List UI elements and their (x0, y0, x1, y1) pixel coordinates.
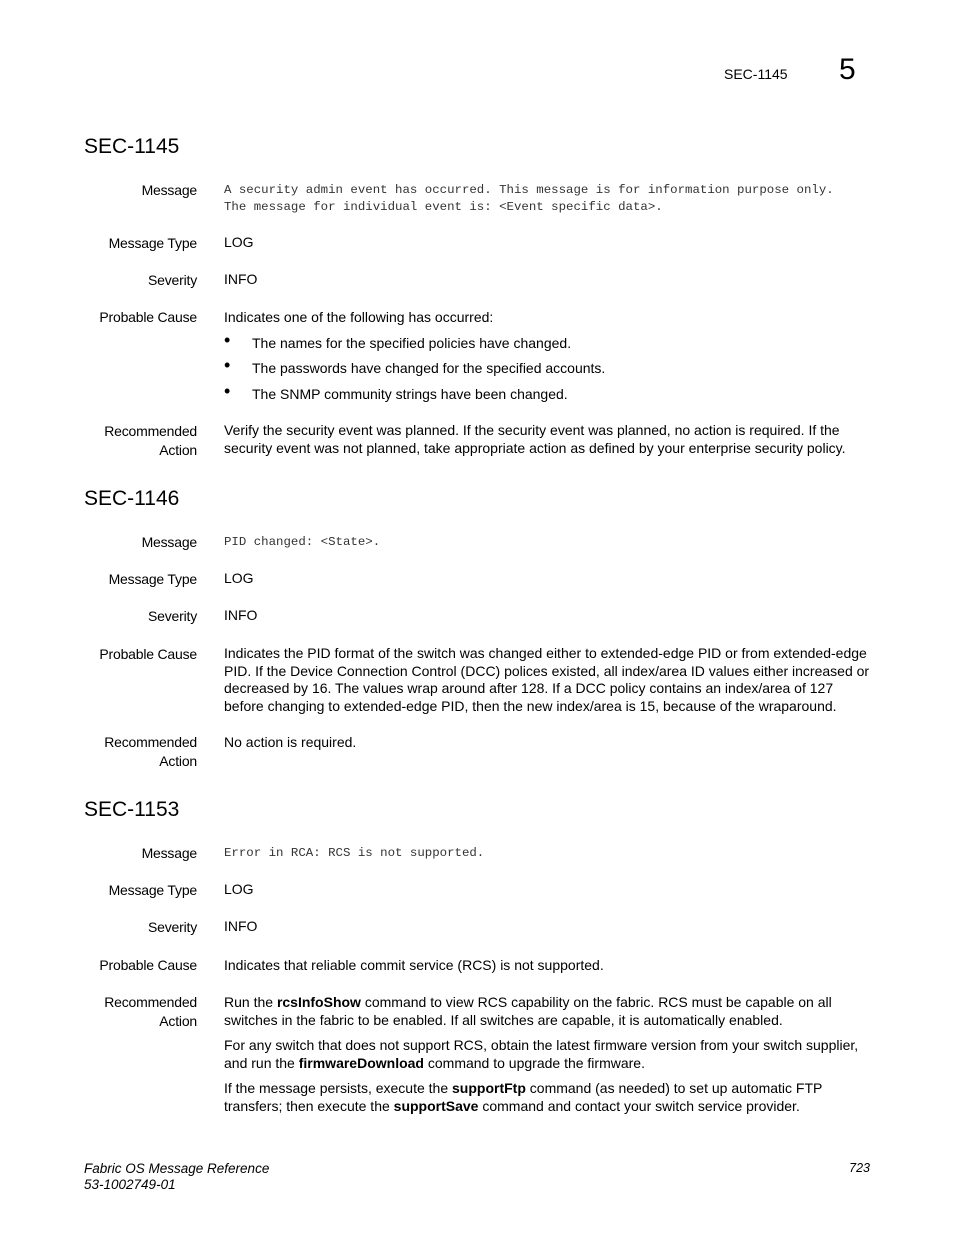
footer-doc-title: Fabric OS Message Reference (84, 1161, 270, 1176)
probable-cause-label: Probable Cause (99, 646, 197, 662)
section-title-sec-1153: SEC-1153 (84, 798, 180, 821)
severity-value: INFO (224, 271, 258, 287)
list-item: • The SNMP community strings have been changed. (224, 380, 568, 402)
message-type-value: LOG (224, 234, 254, 250)
bullet-icon: • (224, 380, 231, 401)
probable-cause-label: Probable Cause (99, 957, 197, 973)
bullet-icon: • (224, 329, 231, 350)
section-title-sec-1146: SEC-1146 (84, 487, 180, 510)
probable-cause-text: Indicates that reliable commit service (RCS) is not supported. (224, 957, 604, 973)
recommended-action-text: No action is required. (224, 734, 357, 750)
command-name: firmwareDownload (298, 1054, 424, 1071)
list-item: • The names for the specified policies have changed. (224, 329, 572, 351)
recommended-action-label: Recommended Action (104, 423, 197, 458)
probable-cause-label: Probable Cause (99, 309, 197, 325)
command-name: rcsInfoShow (276, 994, 361, 1010)
footer-doc-id: 53-1002749-01 (84, 1177, 176, 1192)
severity-label: Severity (148, 272, 197, 288)
recommended-action-text (224, 994, 874, 1115)
message-label: Message (141, 182, 197, 198)
bullet-icon: • (224, 355, 231, 375)
message-text: Error in RCA: RCS is not supported. (224, 846, 485, 860)
list-item: • The passwords have changed for the specified accounts. (224, 355, 606, 376)
severity-value: INFO (224, 918, 258, 934)
action-paragraph: For any switch that does not support RCS, obtain the latest firmware version from your switch supplier, and run the firmwareDownload command to upgrade the firmware. (224, 1037, 859, 1071)
recommended-action-label: Recommended Action (104, 734, 197, 769)
message-type-value: LOG (224, 570, 254, 586)
severity-value: INFO (224, 607, 258, 623)
message-line: The message for individual event is: <Event specific data>. (224, 200, 663, 214)
message-type-label: Message Type (108, 882, 197, 898)
message-type-label: Message Type (108, 571, 197, 587)
command-name: supportSave (393, 1097, 479, 1114)
message-label: Message (141, 845, 197, 861)
page-number: 723 (849, 1161, 870, 1175)
recommended-action-label: Recommended Action (104, 994, 197, 1029)
section-title-sec-1145: SEC-1145 (84, 135, 180, 158)
message-text (224, 182, 874, 216)
probable-cause-text: Indicates the PID format of the switch was changed either to extended-edge PID or from extended-edge PID. If the Device Connection Control (DCC) polices existed, all index/area ID values either increased or decreased by 16. The values wrap around after 128. If a DCC policy contains an index/area of 127 before changing to extended-edge PID, then the new index/area is 15, because of the wraparound. (224, 645, 870, 714)
command-name: supportFtp (452, 1080, 526, 1096)
message-type-value: LOG (224, 881, 254, 897)
cause-intro: Indicates one of the following has occurred: (224, 309, 494, 325)
severity-label: Severity (148, 919, 197, 935)
message-type-label: Message Type (108, 235, 197, 251)
message-text: PID changed: <State>. (224, 535, 381, 549)
recommended-action-text: Verify the security event was planned. If the security event was planned, no action is required. If the security event was not planned, take appropriate action as defined by your enterprise security policy. (224, 422, 846, 456)
action-paragraph: Run the rcsInfoShow command to view RCS capability on the fabric. RCS must be capable on all switches in the fabric to be enabled. If all switches are capable, it is automatically enabled. (224, 994, 832, 1028)
message-line: A security admin event has occurred. This message is for information purpose only. (224, 183, 834, 197)
severity-label: Severity (148, 608, 197, 624)
chapter-number: 5 (839, 53, 856, 86)
running-header-label: SEC-1145 (724, 66, 788, 82)
probable-cause-text (224, 309, 874, 403)
action-paragraph: If the message persists, execute the supportFtp command (as needed) to set up automatic FTP transfers; then execute the supportSave command and contact your switch service provider. (224, 1080, 823, 1114)
cause-bullet-list (224, 329, 874, 404)
message-label: Message (141, 534, 197, 550)
